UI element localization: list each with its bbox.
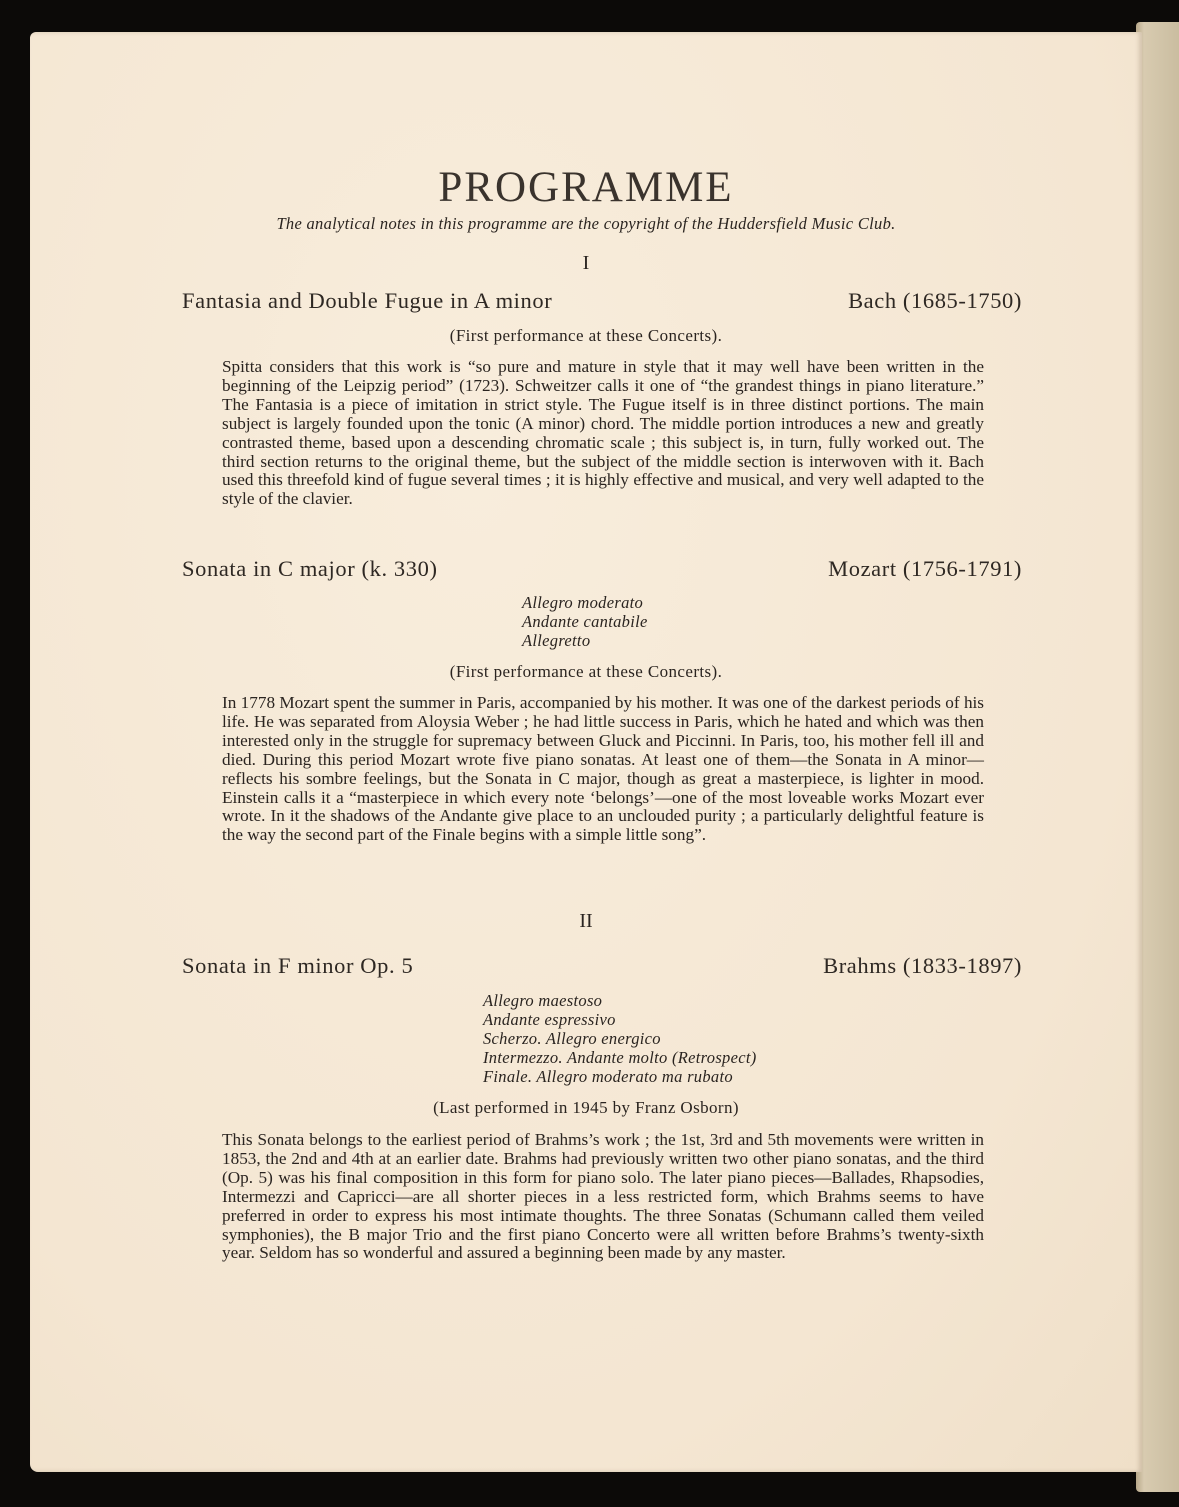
- performance-note: (Last performed in 1945 by Franz Osborn): [433, 1098, 739, 1117]
- movement: Intermezzo. Andante molto (Retrospect): [483, 1048, 757, 1067]
- movement: Allegro moderato: [522, 593, 644, 612]
- adjacent-page-edge: [1136, 22, 1179, 1492]
- work-title: Sonata in F minor Op. 5: [182, 953, 414, 978]
- page-title: PROGRAMME: [438, 164, 734, 211]
- work-heading-brahms: [182, 953, 1022, 979]
- movement-list-mozart: [522, 593, 648, 650]
- copyright-note: The analytical notes in this programme are the copyright of the Huddersfield Music Club.: [276, 214, 896, 233]
- part-numeral-i: I: [582, 252, 590, 274]
- work-composer: Bach (1685-1750): [848, 288, 1022, 313]
- analytical-notes-brahms: This Sonata belongs to the earliest period of Brahms’s work ; the 1st, 3rd and 5th movements were written in 1853, the 2nd and 4th at an earlier date. Brahms had previously written two other piano sonatas, and the third (Op. 5) was his final composition in this form for piano solo. The later piano pieces—Ballades, Rhapsodies, Intermezzi and Capricci—are all shorter pieces in a less restricted form, which Brahms seems to have preferred in order to express his most intimate thoughts. The three Sonatas (Schumann called them veiled symphonies), the B major Trio and the first piano Concerto were all written before Brahms’s twenty-sixth year. Seldom has so wonderful and assured a beginning been made by any master.: [222, 1130, 984, 1263]
- movement: Andante espressivo: [483, 1010, 616, 1029]
- work-heading-bach: [182, 288, 1022, 314]
- movement: Andante cantabile: [522, 612, 648, 631]
- programme-page: [30, 32, 1142, 1472]
- work-composer: Brahms (1833-1897): [823, 953, 1022, 978]
- work-composer: Mozart (1756-1791): [828, 556, 1022, 581]
- movement: Scherzo. Allegro energico: [483, 1029, 661, 1048]
- movement: Allegretto: [522, 631, 591, 650]
- analytical-notes-mozart: In 1778 Mozart spent the summer in Paris, accompanied by his mother. It was one of the darkest periods of his life. He was separated from Aloysia Weber ; he had little success in Paris, which he hated and which was then interested only in the struggle for supremacy between Gluck and Piccinni. In Paris, too, his mother fell ill and died. During this period Mozart wrote five piano sonatas. At least one of them—the Sonata in A minor—reflects his sombre feelings, but the Sonata in C major, though as great a masterpiece, is lighter in mood. Einstein calls it a “masterpiece in which every note ‘belongs’—one of the most loveable works Mozart ever wrote. In it the shadows of the Andante give place to an unclouded purity ; a particularly delightful feature is the way the second part of the Finale begins with a simple little song”.: [222, 693, 984, 845]
- performance-note: (First performance at these Concerts).: [449, 326, 723, 345]
- movement: Allegro maestoso: [483, 991, 603, 1010]
- work-title: Sonata in C major (k. 330): [182, 556, 438, 581]
- work-title: Fantasia and Double Fugue in A minor: [182, 288, 553, 313]
- movement-list-brahms: [483, 991, 757, 1086]
- movement: Finale. Allegro moderato ma rubato: [483, 1067, 733, 1086]
- performance-note: (First performance at these Concerts).: [449, 662, 723, 681]
- work-heading-mozart: [182, 556, 1022, 582]
- part-numeral-ii: II: [579, 910, 593, 932]
- analytical-notes-bach: Spitta considers that this work is “so pure and mature in style that it may well have been written in the beginning of the Leipzig period” (1723). Schweitzer calls it one of “the grandest things in piano literature.” The Fantasia is a piece of imitation in strict style. The Fugue itself is in three distinct portions. The main subject is largely founded upon the tonic (A minor) chord. The middle portion introduces a new and greatly contrasted theme, based upon a descending chromatic scale ; this subject is, in turn, fully worked out. The third section returns to the original theme, but the subject of the middle section is interwoven with it. Bach used this threefold kind of fugue several times ; it is highly effective and musical, and very well adapted to the style of the clavier.: [222, 357, 984, 509]
